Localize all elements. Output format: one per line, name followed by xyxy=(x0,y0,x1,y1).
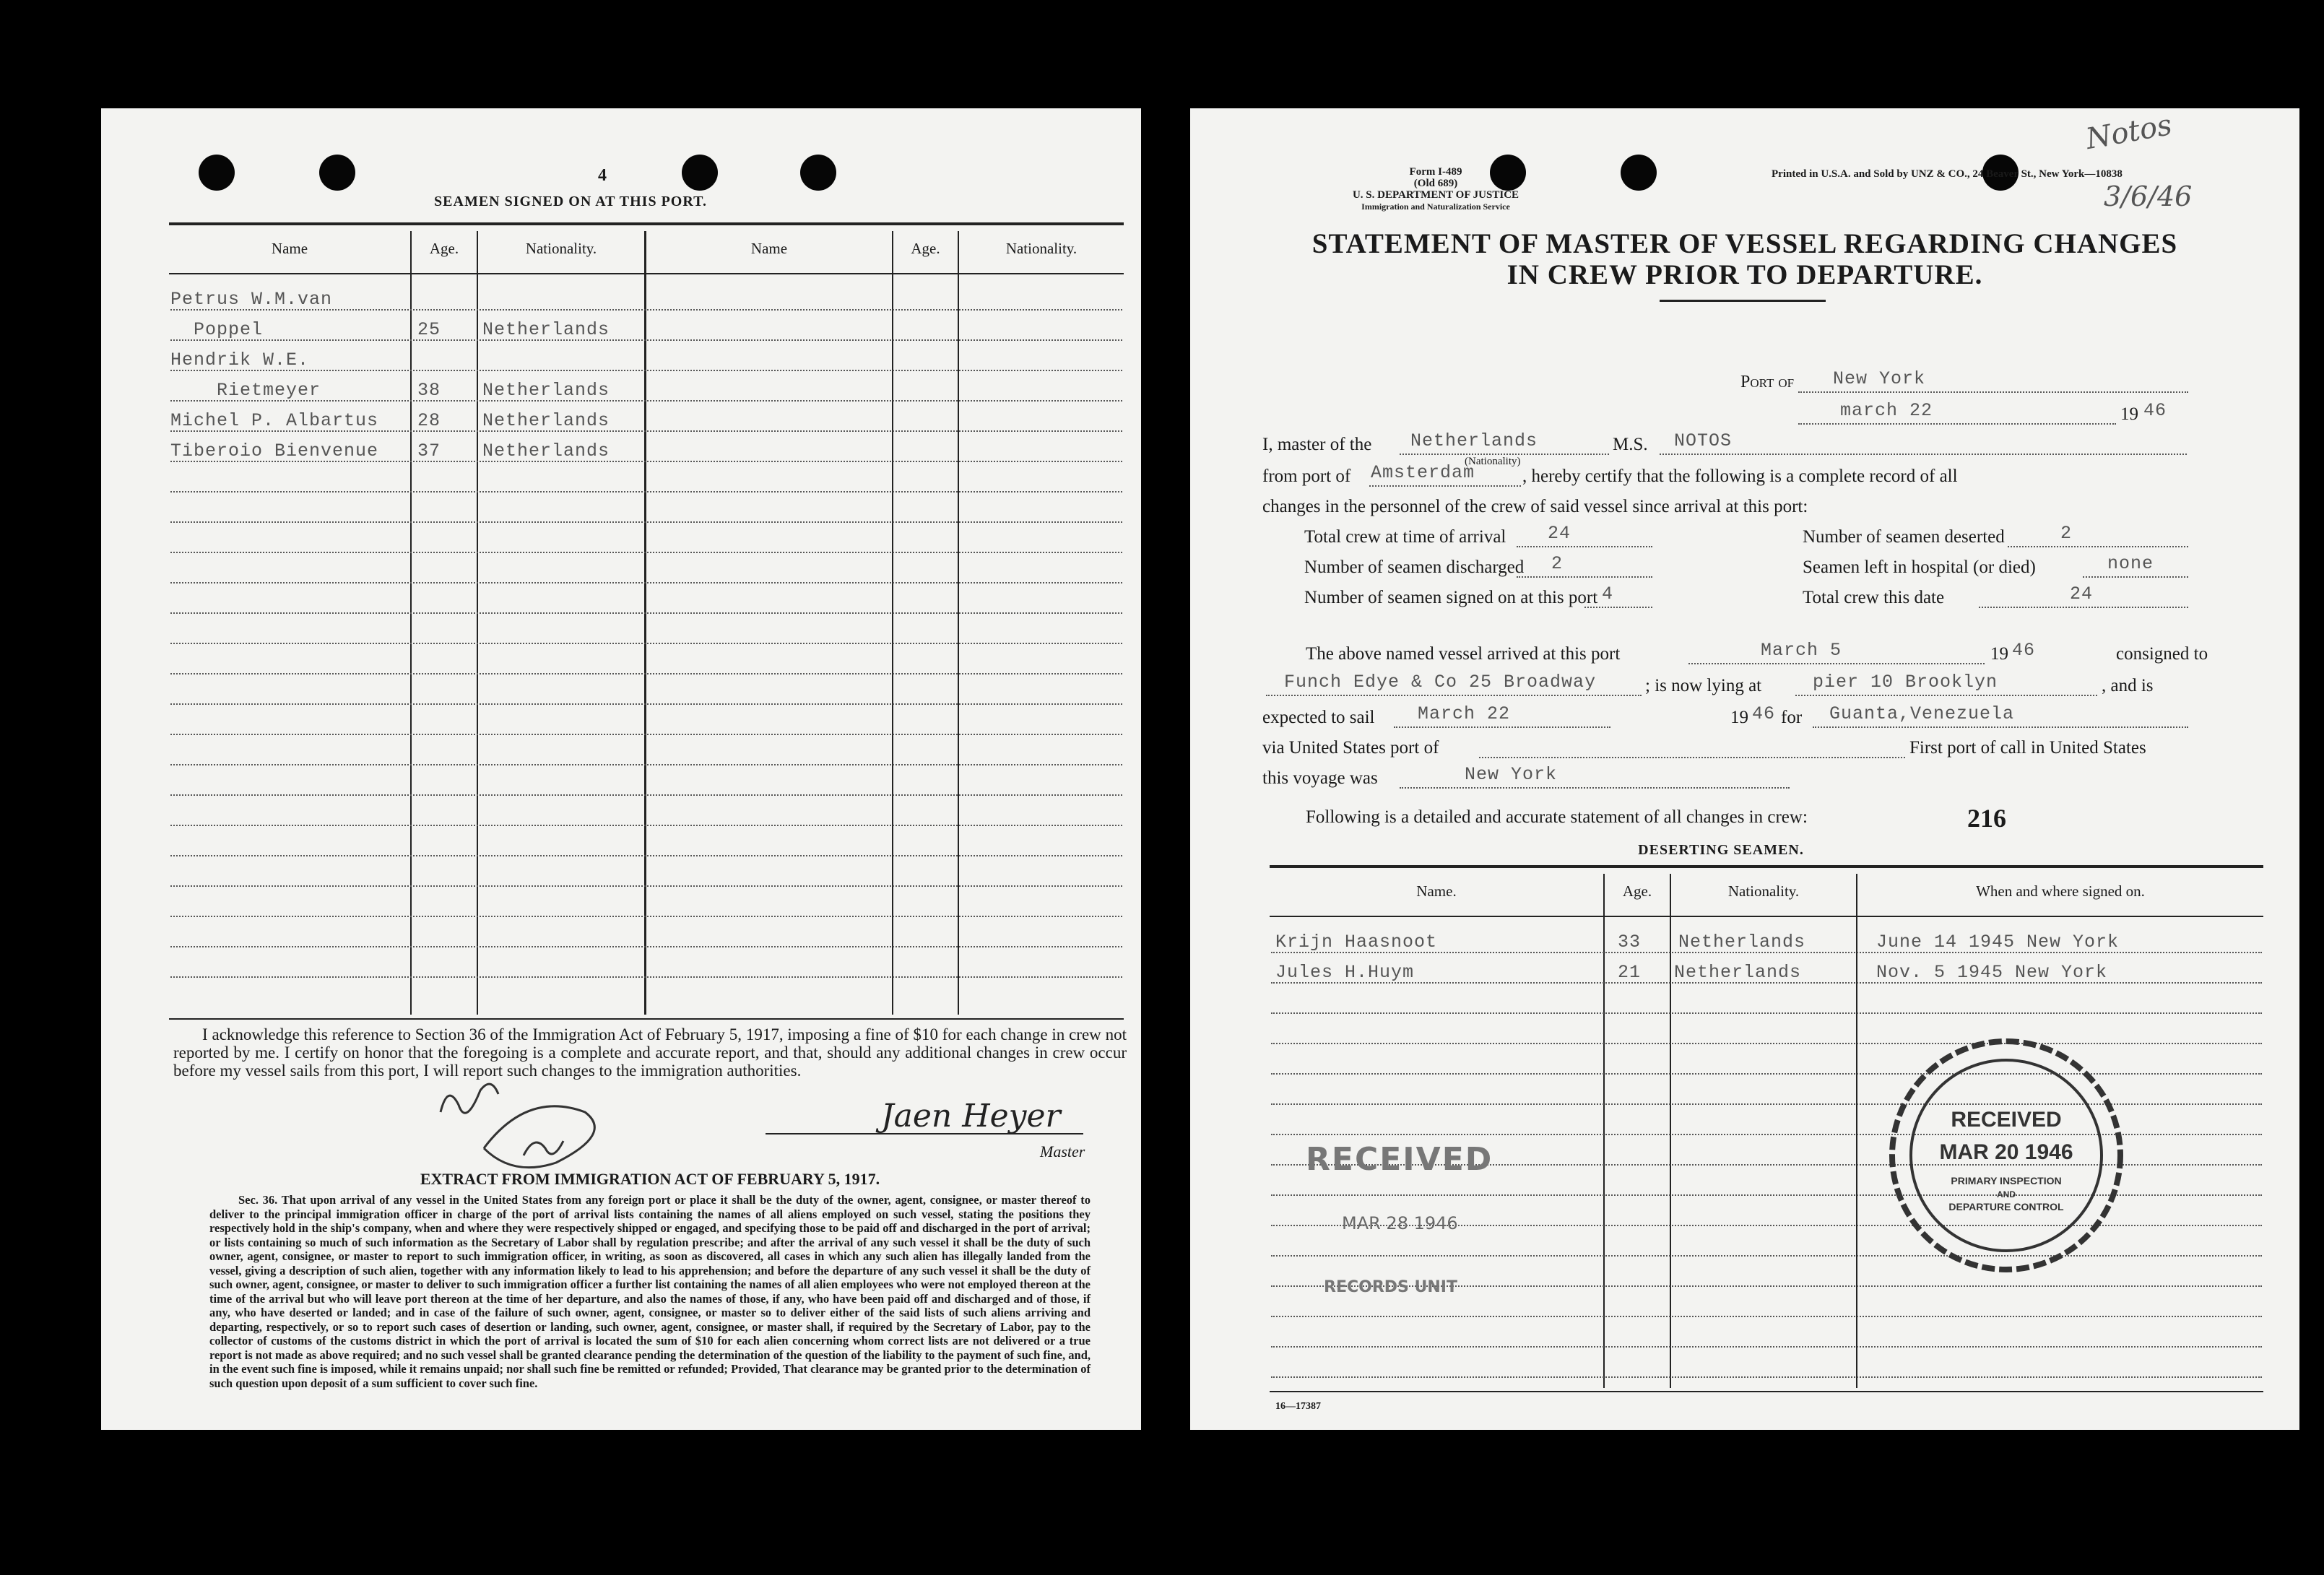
seaman-name: Tiberoio Bienvenue xyxy=(170,441,379,461)
extract-body: Sec. 36. That upon arrival of any vessel in the United States from any foreign port or place it shall be the duty of the owner, agent, consignee, or master thereof to deliver to the principal immigration officer in charge of the port of arrival lists containing the names of all aliens employed on such vessel, stating the positions they respectively hold in the ship's company, when and where they were respectively shipped or engaged, and specifying those to be paid off and discharged in the port of arrival; or lists containing so much of such information as the Secretary of Labor shall by regulation prescribe; and after the arrival of any such vessel it shall be the duty of such owner, agent, consignee, or master to report to such immigration officer, in writing, as soon as discovered, all cases in which any such alien has illegally landed from the vessel, giving a description of such alien, together with any information likely to lead to his apprehension; and before the departure of any such vessel it shall be the duty of such owner, agent, consignee, or master to deliver to such immigration officer a further list containing the names of all alien employees who were not employed thereon at the time of the arrival but who will leave port thereon at the time of her departure, and also the names of those, if any, who have been paid off and discharged and of those, if any, who have deserted or landed; and in case of the failure of such owner, agent, consignee, or master so to deliver either of the said lists of such aliens arriving and departing, respectively, or so to report such cases of desertion or landing, such owner, agent, consignee, or master shall, if required by the Secretary of Labor, pay to the collector of customs of the customs district in which the port of arrival is located the sum of $10 for each alien concerning whom correct lists are not delivered or a true report is not made as above required; and no such vessel shall be granted clearance pending the determination of the question of the liability to the payment of such fine, and, in the event such fine is imposed, while it remains unpaid; nor shall such fine be remitted or refunded; Provided, That clearance may be granted prior to the determination of such question upon deposit of a sum sufficient to cover such fine. xyxy=(209,1193,1091,1390)
and-is-text: , and is xyxy=(2102,676,2154,695)
nationality-caption: (Nationality) xyxy=(1465,456,1521,467)
form-header xyxy=(1270,166,1602,212)
seaman-nationality: Netherlands xyxy=(482,410,610,431)
left-page xyxy=(101,108,1141,1430)
from-port-value: Amsterdam xyxy=(1371,462,1475,483)
arrived-year: 46 xyxy=(2012,640,2036,661)
col-header-age: Age. xyxy=(911,240,940,257)
consigned-label: consigned to xyxy=(2116,644,2208,664)
row-line xyxy=(170,582,1122,583)
row-line xyxy=(170,734,1122,735)
changes-text: changes in the personnel of the crew of said vessel since arrival at this port: xyxy=(1262,497,1808,516)
port-value: New York xyxy=(1833,368,1926,389)
table-top-rule xyxy=(169,222,1124,225)
total-crew-value: 24 xyxy=(1548,523,1571,544)
row-line xyxy=(170,885,1122,887)
signed-on-value: 4 xyxy=(1602,583,1614,604)
column-divider xyxy=(1670,874,1671,1388)
col-header-name: Name xyxy=(271,240,308,257)
row-line xyxy=(1271,1316,2262,1317)
row-line xyxy=(170,612,1122,614)
row-line xyxy=(170,855,1122,856)
for-value: Guanta,Venezuela xyxy=(1829,703,2015,724)
seaman-name: Hendrik W.E. xyxy=(170,350,310,370)
seaman-nationality: Netherlands xyxy=(482,319,610,340)
from-port-label: from port of xyxy=(1262,467,1351,486)
round-stamp-line2: AND xyxy=(1997,1189,2016,1199)
received-stamp-date: MAR 28 1946 xyxy=(1342,1213,1458,1233)
deserter-name: Jules H.Huym xyxy=(1275,962,1415,983)
seaman-name: Michel P. Albartus xyxy=(170,410,379,431)
table-top-rule xyxy=(1270,865,2263,868)
row-line xyxy=(170,764,1122,765)
column-divider xyxy=(892,231,893,1015)
header-rule xyxy=(169,273,1124,274)
row-line xyxy=(1271,1346,2262,1348)
row-line xyxy=(170,552,1122,553)
vessel-rule xyxy=(1660,454,2187,455)
punch-hole xyxy=(682,155,718,191)
seaman-age: 38 xyxy=(417,380,441,401)
consignee-rule xyxy=(1266,695,1642,696)
round-stamp-line3: DEPARTURE CONTROL xyxy=(1948,1201,2064,1212)
section-title: SEAMEN SIGNED ON AT THIS PORT. xyxy=(434,194,707,209)
port-rule xyxy=(1798,391,2188,393)
seaman-name: Petrus W.M.van xyxy=(170,289,333,310)
form-title-line1: STATEMENT OF MASTER OF VESSEL REGARDING CHANGES xyxy=(1311,228,2178,259)
round-stamp-date: MAR 20 1946 xyxy=(1939,1140,2073,1164)
certify-text: , hereby certify that the following is a complete record of all xyxy=(1522,467,1958,486)
row-line xyxy=(170,370,1122,371)
discharged-label: Number of seamen discharged xyxy=(1304,557,1525,577)
date-rule xyxy=(1798,423,2116,425)
handwritten-note: Notos xyxy=(2083,108,2175,157)
total-crew-rule xyxy=(1517,546,1652,547)
port-label: Port of xyxy=(1740,373,1795,391)
from-port-rule xyxy=(1369,485,1521,487)
column-divider xyxy=(1856,874,1857,1388)
row-line xyxy=(170,946,1122,947)
punch-hole xyxy=(199,155,235,191)
nationality-value: Netherlands xyxy=(1410,430,1538,451)
column-divider xyxy=(644,231,646,1015)
lying-rule xyxy=(1795,695,2097,696)
sail-rule xyxy=(1394,726,1610,728)
page-number: 4 xyxy=(598,166,607,185)
received-stamp: RECEIVED xyxy=(1306,1141,1493,1178)
deserted-rule xyxy=(2008,546,2188,547)
first-port-label: First port of call in United States xyxy=(1909,738,2146,758)
col-header-name: Name. xyxy=(1416,882,1457,900)
row-line xyxy=(170,673,1122,674)
deserter-age: 21 xyxy=(1618,962,1642,983)
form-old-number: (Old 689) xyxy=(1413,178,1458,189)
footer-code: 16—17387 xyxy=(1275,1401,1321,1412)
col-header-when-where: When and where signed on. xyxy=(1976,882,2145,900)
punch-hole xyxy=(319,155,355,191)
deserter-signed-on: June 14 1945 New York xyxy=(1876,932,2120,953)
voyage-rule xyxy=(1400,787,1790,789)
via-label: via United States port of xyxy=(1262,738,1439,758)
col-header-nationality: Nationality. xyxy=(525,240,597,257)
for-label: for xyxy=(1781,708,1803,727)
arrived-year-prefix: 19 xyxy=(1990,644,2008,664)
service-name: Immigration and Naturalization Service xyxy=(1361,201,1510,212)
seaman-name: Poppel xyxy=(170,319,264,340)
row-line xyxy=(170,491,1122,493)
row-line xyxy=(170,916,1122,917)
row-line xyxy=(1271,1012,2262,1014)
column-divider xyxy=(410,231,412,1015)
row-line xyxy=(170,643,1122,644)
year-prefix: 19 xyxy=(2120,404,2138,424)
arrived-value: March 5 xyxy=(1761,640,1842,661)
column-divider xyxy=(477,231,478,1015)
total-date-label: Total crew this date xyxy=(1803,588,1945,607)
punch-hole xyxy=(800,155,836,191)
col-header-name: Name xyxy=(750,240,788,257)
voyage-value: New York xyxy=(1465,764,1558,785)
hospital-label: Seamen left in hospital (or died) xyxy=(1803,557,2036,577)
total-date-rule xyxy=(1979,607,2188,608)
seaman-name: Rietmeyer xyxy=(170,380,321,401)
seaman-age: 37 xyxy=(417,441,441,461)
total-date-value: 24 xyxy=(2070,583,2094,604)
nationality-rule xyxy=(1400,454,1609,455)
consignee-value: Funch Edye & Co 25 Broadway xyxy=(1284,672,1597,693)
col-header-nationality: Nationality. xyxy=(1727,882,1800,900)
master-label: Master xyxy=(1040,1142,1085,1160)
following-text: Following is a detailed and accurate statement of all changes in crew: xyxy=(1306,807,1808,827)
lying-label: ; is now lying at xyxy=(1645,676,1762,695)
punch-hole xyxy=(1621,155,1657,191)
department: U. S. DEPARTMENT OF JUSTICE xyxy=(1352,189,1519,201)
via-rule xyxy=(1479,757,1905,758)
round-stamp-received: RECEIVED xyxy=(1951,1108,2062,1132)
records-unit-stamp: RECORDS UNIT xyxy=(1324,1278,1457,1296)
vessel-prefix: M.S. xyxy=(1613,435,1648,454)
handwritten-date: 3/6/46 xyxy=(2104,181,2193,212)
discharged-value: 2 xyxy=(1551,553,1564,574)
round-stamp-line1: PRIMARY INSPECTION xyxy=(1951,1175,2062,1186)
hospital-rule xyxy=(2083,576,2188,578)
row-line xyxy=(170,703,1122,705)
column-divider xyxy=(1603,874,1605,1388)
signature-marks xyxy=(318,1004,1228,1192)
vessel-name: NOTOS xyxy=(1674,430,1733,451)
deserter-age: 33 xyxy=(1618,932,1642,953)
date-value: march 22 xyxy=(1840,400,1933,421)
form-number: Form I-489 xyxy=(1409,166,1462,178)
signed-on-rule xyxy=(1584,607,1652,608)
discharged-rule xyxy=(1517,576,1652,578)
right-page xyxy=(1190,108,2299,1430)
deserting-title: DESERTING SEAMEN. xyxy=(1638,842,1804,858)
row-line xyxy=(170,339,1122,341)
header-rule xyxy=(1270,916,2263,917)
deserter-signed-on: Nov. 5 1945 New York xyxy=(1876,962,2108,983)
row-line xyxy=(1271,1376,2262,1378)
deserted-value: 2 xyxy=(2060,523,2073,544)
seaman-nationality: Netherlands xyxy=(482,380,610,401)
sail-year-prefix: 19 xyxy=(1730,708,1748,727)
seaman-age: 28 xyxy=(417,410,441,431)
arrived-label: The above named vessel arrived at this port xyxy=(1306,644,1621,664)
stamp-number: 216 xyxy=(1967,804,2006,833)
deserter-name: Krijn Haasnoot xyxy=(1275,932,1438,953)
for-rule xyxy=(1813,726,2188,728)
table-bottom-rule xyxy=(1270,1391,2263,1392)
arrived-rule xyxy=(1688,663,1985,664)
seaman-nationality: Netherlands xyxy=(482,441,610,461)
acknowledgement-text: I acknowledge this reference to Section 36 of the Immigration Act of February 5, 1917, imposing a fine of $10 for each change in crew not reported by me. I certify on honor that the foregoing is a complete and accurate report, and that, should any additional changes in crew occur before my vessel sails from this port, I will report such changes to the immigration authorities. xyxy=(173,1025,1127,1080)
extract-title: EXTRACT FROM IMMIGRATION ACT OF FEBRUARY 5, 1917. xyxy=(420,1170,880,1188)
deserter-nationality: Netherlands xyxy=(1678,932,1806,953)
col-header-age: Age. xyxy=(1622,882,1652,900)
date-year: 46 xyxy=(2143,400,2167,421)
deserter-nationality: Netherlands xyxy=(1674,962,1802,983)
deserted-label: Number of seamen deserted xyxy=(1803,527,2005,547)
sail-label: expected to sail xyxy=(1262,708,1375,727)
col-header-age: Age. xyxy=(429,240,459,257)
row-line xyxy=(170,794,1122,796)
lying-value: pier 10 Brooklyn xyxy=(1813,672,1998,693)
row-line xyxy=(170,825,1122,826)
master-signature: Jaen Heyer xyxy=(881,1098,1061,1134)
sail-year: 46 xyxy=(1752,703,1776,724)
col-header-nationality: Nationality. xyxy=(1005,240,1078,257)
sail-value: March 22 xyxy=(1418,703,1511,724)
hospital-value: none xyxy=(2107,553,2154,574)
date-prefix xyxy=(2120,404,2138,425)
form-title-line2: IN CREW PRIOR TO DEPARTURE. xyxy=(1506,259,1983,290)
seaman-age: 25 xyxy=(417,319,441,340)
row-line xyxy=(170,521,1122,523)
round-inspection-stamp xyxy=(1883,1033,2129,1278)
title-underline xyxy=(1660,300,1826,302)
voyage-label: this voyage was xyxy=(1262,768,1378,788)
printer-notice: Printed in U.S.A. and Sold by UNZ & CO., 24 Beaver St., New York—10838 xyxy=(1772,168,2123,180)
total-crew-label: Total crew at time of arrival xyxy=(1304,527,1506,547)
master-of-label: I, master of the xyxy=(1262,435,1372,454)
column-divider xyxy=(958,231,959,1015)
signed-on-label: Number of seamen signed on at this port xyxy=(1304,588,1598,607)
row-line xyxy=(170,976,1122,978)
